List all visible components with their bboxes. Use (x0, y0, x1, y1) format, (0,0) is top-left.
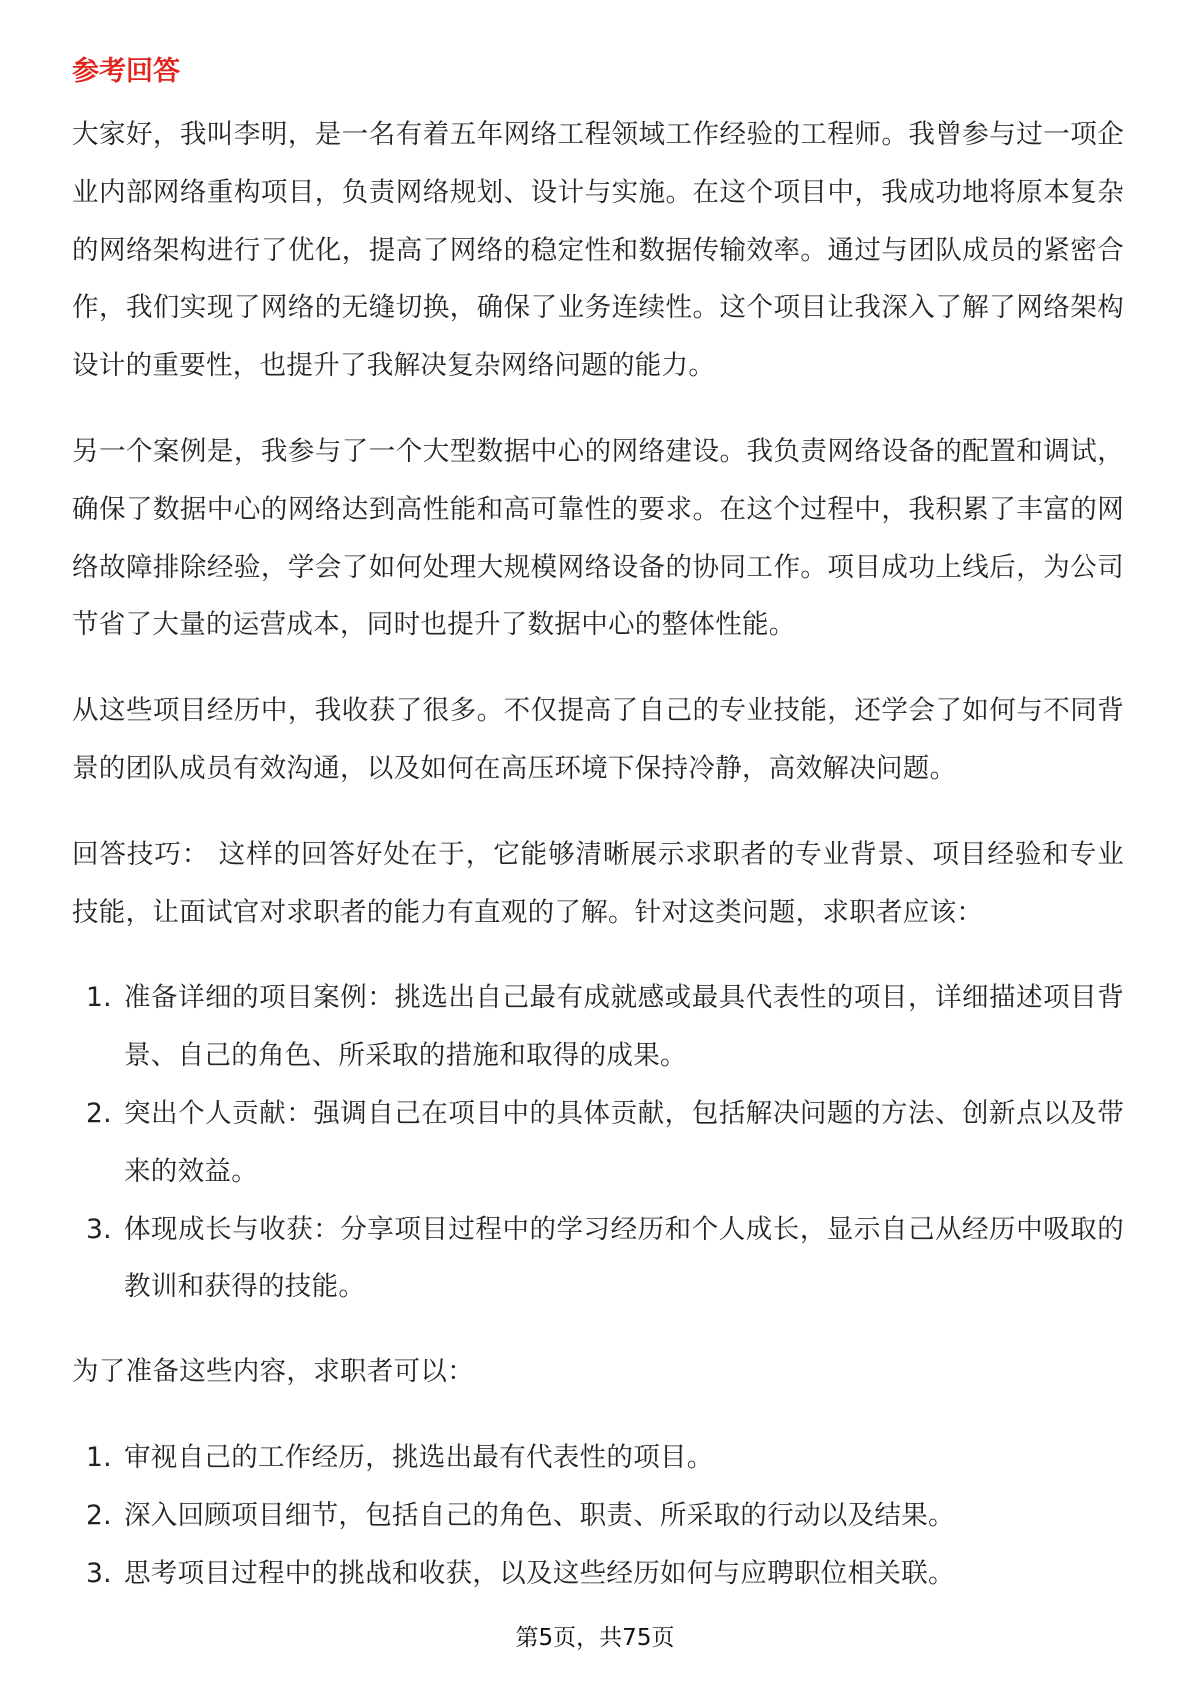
list-item (72, 1085, 1124, 1201)
list-number: 3. (86, 1557, 112, 1589)
list-item (72, 969, 1124, 1085)
section-heading: 参考回答 (72, 56, 180, 87)
list-item-text: 体现成长与收获：分享项目过程中的学习经历和个人成长，显示自己从经历中吸取的教训和获得的技能。 (124, 1213, 1124, 1303)
list-item (72, 1201, 1124, 1317)
list-number: 1. (86, 982, 112, 1014)
paragraph-intro: 大家好，我叫李明，是一名有着五年网络工程领域工作经验的工程师。我曾参与过一项企业内部网络重构项目，负责网络规划、设计与实施。在这个项目中，我成功地将原本复杂的网络架构进行了优化，提高了网络的稳定性和数据传输效率。通过与团队成员的紧密合作，我们实现了网络的无缝切换，确保了业务连续性。这个项目让我深入了解了网络架构设计的重要性，也提升了我解决复杂网络问题的能力。 (72, 119, 1124, 382)
paragraph-case-two: 另一个案例是，我参与了一个大型数据中心的网络建设。我负责网络设备的配置和调试，确保了数据中心的网络达到高性能和高可靠性的要求。在这个过程中，我积累了丰富的网络故障排除经验，学会了如何处理大规模网络设备的协同工作。项目成功上线后，为公司节省了大量的运营成本，同时也提升了数据中心的整体性能。 (72, 435, 1124, 641)
list-item-text: 深入回顾项目细节，包括自己的角色、职责、所采取的行动以及结果。 (124, 1499, 955, 1531)
list-number: 2. (86, 1097, 112, 1129)
page-number: 第5页，共75页 (515, 1625, 675, 1651)
list-number: 2. (86, 1499, 112, 1531)
list-item (72, 1545, 1124, 1603)
list-item-text: 审视自己的工作经历，挑选出最有代表性的项目。 (124, 1441, 714, 1473)
list-number: 1. (86, 1441, 112, 1473)
list-item-text: 准备详细的项目案例：挑选出自己最有成就感或最具代表性的项目，详细描述项目背景、自己的角色、所采取的措施和取得的成果。 (124, 982, 1124, 1072)
list-number: 3. (86, 1213, 112, 1245)
document-page (72, 44, 1124, 1629)
list-item-text: 突出个人贡献：强调自己在项目中的具体贡献，包括解决问题的方法、创新点以及带来的效益。 (124, 1097, 1124, 1187)
tips-list (72, 969, 1124, 1316)
paragraph-prepare: 为了准备这些内容，求职者可以： (72, 1356, 474, 1388)
list-item (72, 1487, 1124, 1545)
list-item-text: 思考项目过程中的挑战和收获，以及这些经历如何与应聘职位相关联。 (124, 1557, 955, 1589)
prepare-list (72, 1429, 1124, 1602)
paragraph-gains: 从这些项目经历中，我收获了很多。不仅提高了自己的专业技能，还学会了如何与不同背景的团队成员有效沟通，以及如何在高压环境下保持冷静，高效解决问题。 (72, 695, 1124, 784)
paragraph-tips: 回答技巧： 这样的回答好处在于，它能够清晰展示求职者的专业背景、项目经验和专业技能，让面试官对求职者的能力有直观的了解。针对这类问题，求职者应该： (72, 838, 1124, 928)
list-item (72, 1429, 1124, 1487)
